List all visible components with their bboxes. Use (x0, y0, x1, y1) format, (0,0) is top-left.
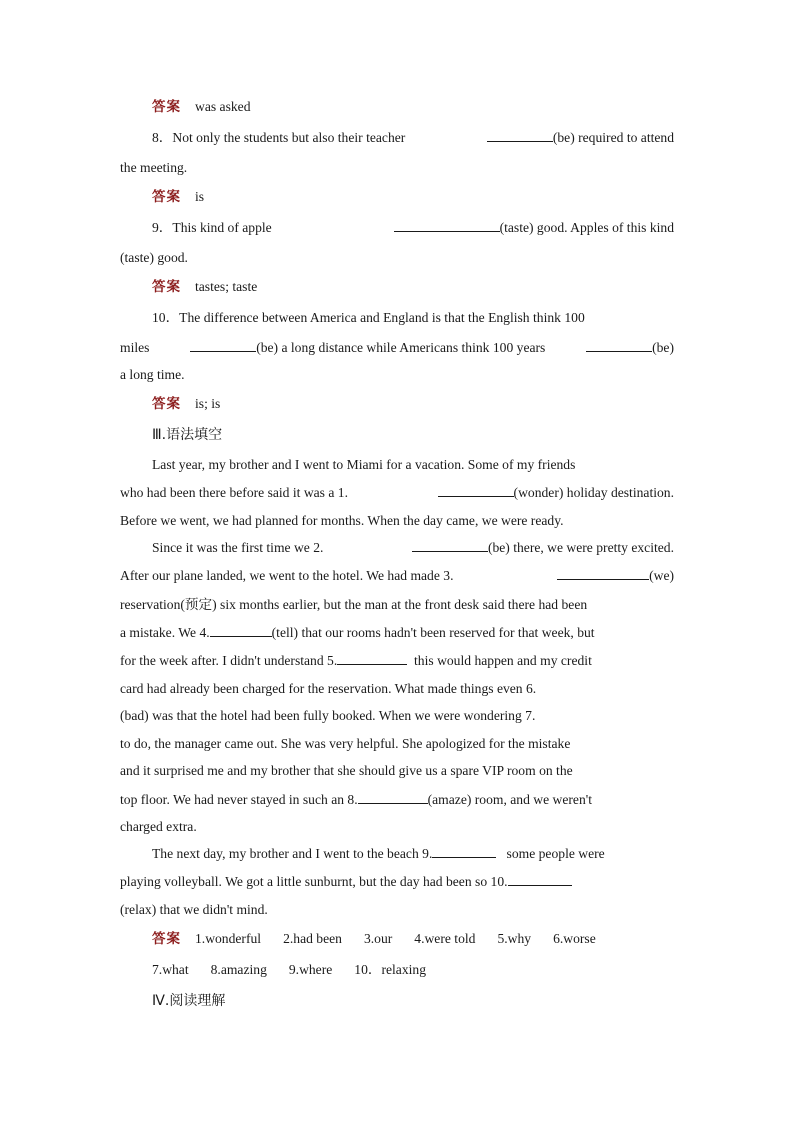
passage-line: a mistake. We 4. (tell) that our rooms hadn't been reserved for that week, but (120, 621, 595, 645)
question-9-line-2: (taste) good. (120, 250, 188, 265)
answer-blank (508, 870, 572, 886)
question-10-line-3: a long time. (120, 367, 185, 382)
answer-blank (438, 481, 514, 497)
answer-label: 答案 (152, 396, 181, 412)
passage-line: for the week after. I didn't understand 5. this would happen and my credit (120, 649, 592, 673)
answers-section-3-row-2: 7.what 8.amazing 9.where 10．relaxing (152, 962, 427, 977)
question-10-line-2: miles (be) a long distance while Americans think 100 years (be) (120, 336, 674, 360)
answer-9: 答案 tastes; taste (152, 279, 258, 295)
passage-line: reservation(预定) six months earlier, but the man at the front desk said there had been (120, 597, 588, 612)
passage-line: playing volleyball. We got a little sunburnt, but the day had been so 10. (120, 870, 572, 894)
question-8-line-2: the meeting. (120, 160, 188, 175)
answer-7 (152, 95, 251, 119)
answer-blank (487, 126, 553, 142)
passage-line: charged extra. (120, 819, 197, 834)
section-3-title: Ⅲ.语法填空 (152, 427, 223, 443)
answer-text: was asked (195, 99, 251, 114)
answer-blank (210, 621, 272, 637)
answer-blank (358, 788, 428, 804)
answer-label: 答案 (152, 99, 181, 115)
answer-blank (412, 536, 488, 552)
passage-line: to do, the manager came out. She was very helpful. She apologized for the mistake (120, 736, 571, 751)
answer-blank (432, 842, 496, 858)
passage-line: The next day, my brother and I went to the beach 9. some people were (152, 842, 605, 866)
passage-line: Last year, my brother and I went to Miami for a vacation. Some of my friends (152, 457, 576, 472)
answer-blank (394, 216, 500, 232)
answer-blank (586, 336, 652, 352)
answer-blank (557, 564, 649, 580)
answer-blank (190, 336, 256, 352)
passage-line: (relax) that we didn't mind. (120, 902, 268, 917)
passage-line: After our plane landed, we went to the hotel. We had made 3. (we) (120, 564, 674, 588)
answer-label: 答案 (152, 189, 181, 205)
passage-line: and it surprised me and my brother that she should give us a spare VIP room on the (120, 763, 573, 778)
passage-line: Before we went, we had planned for months. When the day came, we were ready. (120, 513, 564, 528)
question-8-line-1: 8．Not only the students but also their teacher (be) required to attend (152, 126, 674, 150)
question-9-line-1: 9．This kind of apple (taste) good. Apples of this kind (152, 216, 674, 240)
passage-line: (bad) was that the hotel had been fully booked. When we were wondering 7. (120, 708, 536, 723)
passage-line: card had already been charged for the reservation. What made things even 6. (120, 681, 537, 696)
answer-8: 答案 is (152, 189, 205, 205)
question-10-line-1: 10．The difference between America and England is that the English think 100 (152, 310, 585, 325)
answer-10: 答案 is; is (152, 396, 221, 412)
passage-line: who had been there before said it was a 1. (wonder) holiday destination. (120, 481, 674, 505)
answer-label: 答案 (152, 931, 181, 947)
passage-line: top floor. We had never stayed in such an 8. (amaze) room, and we weren't (120, 788, 592, 812)
answers-section-3-row-1: 答案 1.wonderful 2.had been 3.our 4.were told 5.why 6.worse (152, 931, 596, 947)
section-4-title: Ⅳ.阅读理解 (152, 993, 226, 1009)
passage-line: Since it was the first time we 2. (be) there, we were pretty excited. (152, 536, 674, 560)
answer-blank (337, 649, 407, 665)
answer-label: 答案 (152, 279, 181, 295)
